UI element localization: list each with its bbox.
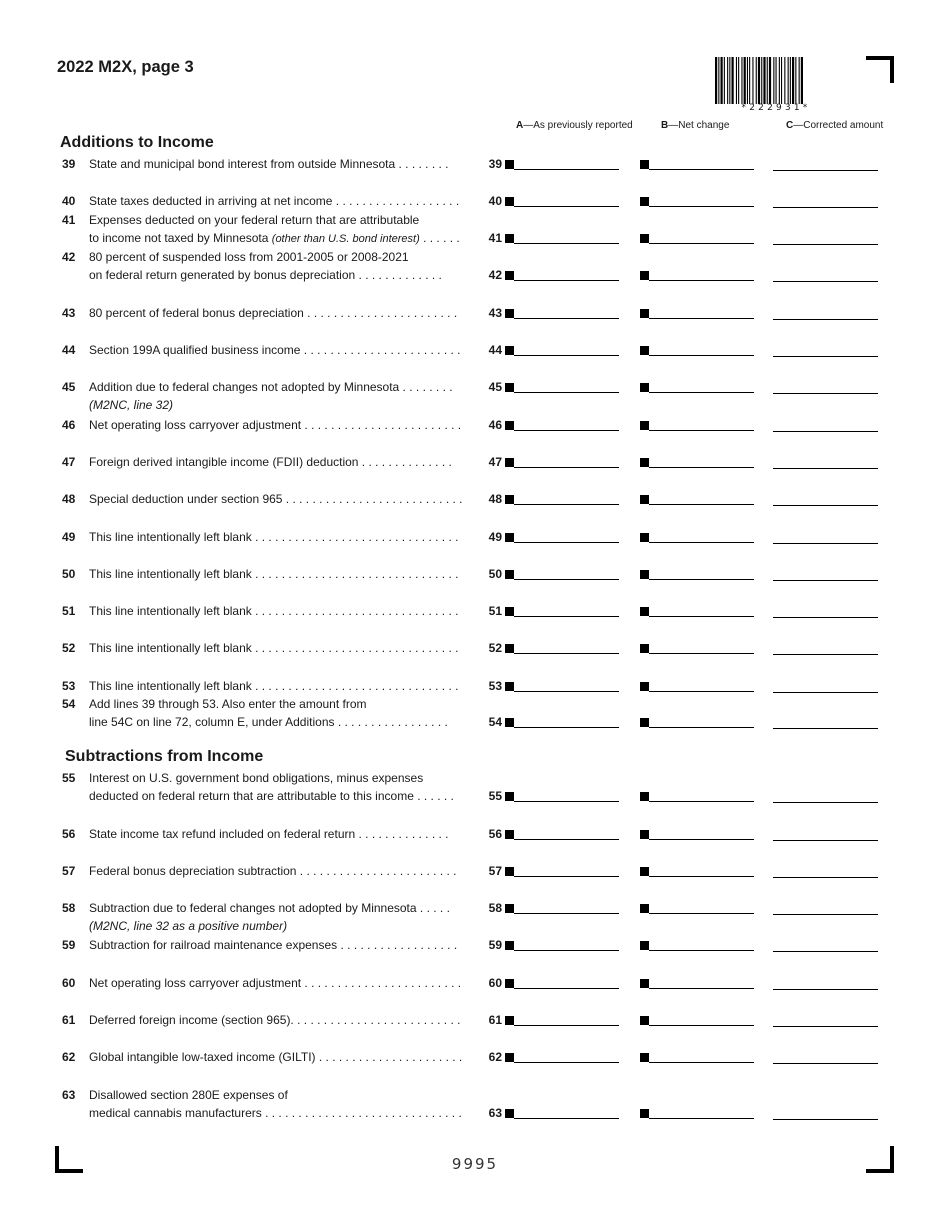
line-40-column-a-field[interactable] — [514, 206, 619, 207]
line-57-ref-number: 57 — [488, 864, 502, 878]
line-39-a-marker — [505, 160, 514, 169]
line-49-column-a-field[interactable] — [514, 542, 619, 543]
line-47-number: 47 — [62, 455, 76, 469]
line-47-b-marker — [640, 458, 649, 467]
line-50-column-c-field[interactable] — [773, 580, 878, 581]
line-47-column-c-field[interactable] — [773, 468, 878, 469]
line-54-column-b-field[interactable] — [649, 727, 754, 728]
line-54-number: 54 — [62, 697, 76, 711]
column-a-header: A—As previously reported — [516, 120, 633, 131]
line-45-number: 45 — [62, 380, 76, 394]
line-51-column-c-field[interactable] — [773, 617, 878, 618]
line-43-description: 80 percent of federal bonus depreciation . . . . . . . . . . . . . . . . . . . . . . . — [89, 306, 458, 320]
line-41-b-marker — [640, 234, 649, 243]
column-c-header: C—Corrected amount — [786, 120, 884, 131]
line-43-number: 43 — [62, 306, 76, 320]
line-52-column-a-field[interactable] — [514, 653, 619, 654]
line-39-column-c-field[interactable] — [773, 170, 878, 171]
line-59-column-a-field[interactable] — [514, 950, 619, 951]
line-43-column-a-field[interactable] — [514, 318, 619, 319]
line-61-a-marker — [505, 1016, 514, 1025]
line-41-description: Expenses deducted on your federal return that are attributable to income not taxed by Minnesota (other than U.S. bond interest) . . . . . . — [89, 213, 460, 245]
line-57-a-marker — [505, 867, 514, 876]
line-52-column-b-field[interactable] — [649, 653, 754, 654]
line-41-column-c-field[interactable] — [773, 244, 878, 245]
line-58-a-marker — [505, 904, 514, 913]
line-46-number: 46 — [62, 418, 76, 432]
line-40-column-b-field[interactable] — [649, 206, 754, 207]
line-46-column-b-field[interactable] — [649, 430, 754, 431]
line-63-ref-number: 63 — [488, 1106, 502, 1120]
line-49-number: 49 — [62, 530, 76, 544]
line-54-description: Add lines 39 through 53. Also enter the amount from line 54C on line 72, column E, under Additions . . . . . . . . . . . . . . . . . — [89, 697, 448, 729]
line-47-description: Foreign derived intangible income (FDII) deduction . . . . . . . . . . . . . . — [89, 455, 452, 469]
line-39-column-a-field[interactable] — [514, 169, 619, 170]
line-53-description: This line intentionally left blank . . . . . . . . . . . . . . . . . . . . . . . . . . . . . . . — [89, 679, 459, 693]
line-58-b-marker — [640, 904, 649, 913]
line-59-column-b-field[interactable] — [649, 950, 754, 951]
line-63-a-marker — [505, 1109, 514, 1118]
line-52-column-c-field[interactable] — [773, 654, 878, 655]
line-63-column-b-field[interactable] — [649, 1118, 754, 1119]
line-49-b-marker — [640, 533, 649, 542]
line-53-ref-number: 53 — [488, 679, 502, 693]
line-60-a-marker — [505, 979, 514, 988]
line-54-b-marker — [640, 718, 649, 727]
line-63-b-marker — [640, 1109, 649, 1118]
line-51-column-b-field[interactable] — [649, 616, 754, 617]
line-42-column-b-field[interactable] — [649, 280, 754, 281]
line-57-b-marker — [640, 867, 649, 876]
line-45-column-c-field[interactable] — [773, 393, 878, 394]
line-63-number: 63 — [62, 1088, 76, 1102]
line-49-column-b-field[interactable] — [649, 542, 754, 543]
line-45-a-marker — [505, 383, 514, 392]
line-54-ref-number: 54 — [488, 715, 502, 729]
line-46-column-c-field[interactable] — [773, 431, 878, 432]
line-43-b-marker — [640, 309, 649, 318]
line-56-column-b-field[interactable] — [649, 839, 754, 840]
line-51-number: 51 — [62, 604, 76, 618]
line-57-column-a-field[interactable] — [514, 876, 619, 877]
line-55-column-c-field[interactable] — [773, 802, 878, 803]
line-61-column-a-field[interactable] — [514, 1025, 619, 1026]
line-50-number: 50 — [62, 567, 76, 581]
line-44-b-marker — [640, 346, 649, 355]
line-47-ref-number: 47 — [488, 455, 502, 469]
line-51-b-marker — [640, 607, 649, 616]
line-62-a-marker — [505, 1053, 514, 1062]
line-47-column-b-field[interactable] — [649, 467, 754, 468]
line-40-description: State taxes deducted in arriving at net income . . . . . . . . . . . . . . . . . . . — [89, 194, 460, 208]
line-50-column-b-field[interactable] — [649, 579, 754, 580]
line-62-b-marker — [640, 1053, 649, 1062]
line-55-ref-number: 55 — [488, 789, 502, 803]
line-44-ref-number: 44 — [488, 343, 502, 357]
line-59-b-marker — [640, 941, 649, 950]
line-53-a-marker — [505, 682, 514, 691]
line-48-ref-number: 48 — [488, 492, 502, 506]
line-48-column-b-field[interactable] — [649, 504, 754, 505]
line-60-column-b-field[interactable] — [649, 988, 754, 989]
line-62-ref-number: 62 — [488, 1050, 502, 1064]
line-56-number: 56 — [62, 827, 76, 841]
line-56-column-c-field[interactable] — [773, 840, 878, 841]
line-45-ref-number: 45 — [488, 380, 502, 394]
line-48-a-marker — [505, 495, 514, 504]
line-59-number: 59 — [62, 938, 76, 952]
line-45-note: (M2NC, line 32) — [89, 398, 174, 412]
line-58-number: 58 — [62, 901, 76, 915]
line-54-column-a-field[interactable] — [514, 727, 619, 728]
line-44-column-b-field[interactable] — [649, 355, 754, 356]
column-b-header: B—Net change — [661, 120, 730, 131]
line-52-ref-number: 52 — [488, 641, 502, 655]
line-39-description: State and municipal bond interest from outside Minnesota . . . . . . . . — [89, 157, 449, 171]
section-additions-heading: Additions to Income — [60, 134, 214, 151]
line-60-ref-number: 60 — [488, 976, 502, 990]
line-48-description: Special deduction under section 965 . . . . . . . . . . . . . . . . . . . . . . . . . . . — [89, 492, 463, 506]
line-39-column-b-field[interactable] — [649, 169, 754, 170]
line-56-ref-number: 56 — [488, 827, 502, 841]
line-49-ref-number: 49 — [488, 530, 502, 544]
line-57-column-b-field[interactable] — [649, 876, 754, 877]
line-41-column-a-field[interactable] — [514, 243, 619, 244]
line-52-number: 52 — [62, 641, 76, 655]
line-57-number: 57 — [62, 864, 76, 878]
line-48-number: 48 — [62, 492, 76, 506]
line-58-ref-number: 58 — [488, 901, 502, 915]
line-52-a-marker — [505, 644, 514, 653]
section-subtractions-heading: Subtractions from Income — [65, 748, 264, 765]
line-57-column-c-field[interactable] — [773, 877, 878, 878]
line-51-column-a-field[interactable] — [514, 616, 619, 617]
line-56-a-marker — [505, 830, 514, 839]
line-56-b-marker — [640, 830, 649, 839]
line-61-b-marker — [640, 1016, 649, 1025]
line-39-ref-number: 39 — [488, 157, 502, 171]
line-46-a-marker — [505, 421, 514, 430]
line-63-description: Disallowed section 280E expenses of medical cannabis manufacturers . . . . . . . . . . . . . . . . . . . . . . . . . . . . . . — [89, 1088, 462, 1120]
line-41-column-b-field[interactable] — [649, 243, 754, 244]
line-51-ref-number: 51 — [488, 604, 502, 618]
line-42-b-marker — [640, 271, 649, 280]
line-48-column-c-field[interactable] — [773, 505, 878, 506]
line-41-number: 41 — [62, 213, 76, 227]
line-60-description: Net operating loss carryover adjustment . . . . . . . . . . . . . . . . . . . . . . . . — [89, 976, 462, 990]
line-53-b-marker — [640, 682, 649, 691]
line-40-number: 40 — [62, 194, 76, 208]
line-42-description: 80 percent of suspended loss from 2001-2005 or 2008-2021 on federal return generated by bonus depreciation . . . . . . . . . . . . . — [89, 250, 442, 282]
line-60-column-c-field[interactable] — [773, 989, 878, 990]
line-50-ref-number: 50 — [488, 567, 502, 581]
line-43-a-marker — [505, 309, 514, 318]
line-39-number: 39 — [62, 157, 76, 171]
line-45-column-a-field[interactable] — [514, 392, 619, 393]
line-60-number: 60 — [62, 976, 76, 990]
line-42-column-c-field[interactable] — [773, 281, 878, 282]
line-55-column-b-field[interactable] — [649, 801, 754, 802]
line-53-column-c-field[interactable] — [773, 692, 878, 693]
form-title: 2022 M2X, page 3 — [57, 58, 194, 76]
line-50-column-a-field[interactable] — [514, 579, 619, 580]
line-45-description: Addition due to federal changes not adopted by Minnesota . . . . . . . . — [89, 380, 453, 394]
line-56-column-a-field[interactable] — [514, 839, 619, 840]
barcode-image — [715, 57, 837, 104]
line-43-ref-number: 43 — [488, 306, 502, 320]
barcode-number: *222931* — [741, 103, 811, 113]
line-49-a-marker — [505, 533, 514, 542]
line-63-column-a-field[interactable] — [514, 1118, 619, 1119]
line-61-description: Deferred foreign income (section 965). . . . . . . . . . . . . . . . . . . . . . . . . . — [89, 1013, 461, 1027]
line-45-b-marker — [640, 383, 649, 392]
line-53-column-b-field[interactable] — [649, 691, 754, 692]
line-60-column-a-field[interactable] — [514, 988, 619, 989]
line-58-column-b-field[interactable] — [649, 913, 754, 914]
line-50-description: This line intentionally left blank . . . . . . . . . . . . . . . . . . . . . . . . . . . . . . . — [89, 567, 459, 581]
line-45-column-b-field[interactable] — [649, 392, 754, 393]
line-62-column-a-field[interactable] — [514, 1062, 619, 1063]
line-62-description: Global intangible low-taxed income (GILTI) . . . . . . . . . . . . . . . . . . . . . . — [89, 1050, 463, 1064]
line-50-b-marker — [640, 570, 649, 579]
line-46-b-marker — [640, 421, 649, 430]
line-47-column-a-field[interactable] — [514, 467, 619, 468]
line-50-a-marker — [505, 570, 514, 579]
line-63-column-c-field[interactable] — [773, 1119, 878, 1120]
line-39-b-marker — [640, 160, 649, 169]
line-42-column-a-field[interactable] — [514, 280, 619, 281]
line-52-b-marker — [640, 644, 649, 653]
line-41-ref-number: 41 — [488, 231, 502, 245]
line-52-description: This line intentionally left blank . . . . . . . . . . . . . . . . . . . . . . . . . . . . . . . — [89, 641, 459, 655]
line-42-number: 42 — [62, 250, 76, 264]
line-58-column-c-field[interactable] — [773, 914, 878, 915]
line-49-column-c-field[interactable] — [773, 543, 878, 544]
line-62-number: 62 — [62, 1050, 76, 1064]
line-46-description: Net operating loss carryover adjustment . . . . . . . . . . . . . . . . . . . . . . . . — [89, 418, 462, 432]
line-61-number: 61 — [62, 1013, 76, 1027]
line-60-b-marker — [640, 979, 649, 988]
line-44-column-c-field[interactable] — [773, 356, 878, 357]
line-44-column-a-field[interactable] — [514, 355, 619, 356]
line-53-column-a-field[interactable] — [514, 691, 619, 692]
line-49-description: This line intentionally left blank . . . . . . . . . . . . . . . . . . . . . . . . . . . . . . . — [89, 530, 459, 544]
line-55-b-marker — [640, 792, 649, 801]
line-46-ref-number: 46 — [488, 418, 502, 432]
form-code: 9995 — [451, 1155, 499, 1173]
line-58-description: Subtraction due to federal changes not adopted by Minnesota . . . . . — [89, 901, 450, 915]
line-43-column-b-field[interactable] — [649, 318, 754, 319]
line-56-description: State income tax refund included on federal return . . . . . . . . . . . . . . — [89, 827, 449, 841]
line-40-b-marker — [640, 197, 649, 206]
line-40-column-c-field[interactable] — [773, 207, 878, 208]
line-47-a-marker — [505, 458, 514, 467]
line-62-column-c-field[interactable] — [773, 1063, 878, 1064]
line-62-column-b-field[interactable] — [649, 1062, 754, 1063]
line-44-description: Section 199A qualified business income . . . . . . . . . . . . . . . . . . . . . . . . — [89, 343, 461, 357]
line-43-column-c-field[interactable] — [773, 319, 878, 320]
line-42-a-marker — [505, 271, 514, 280]
line-44-number: 44 — [62, 343, 76, 357]
line-55-number: 55 — [62, 771, 76, 785]
line-61-ref-number: 61 — [488, 1013, 502, 1027]
line-58-note: (M2NC, line 32 as a positive number) — [89, 919, 288, 933]
line-59-a-marker — [505, 941, 514, 950]
line-46-column-a-field[interactable] — [514, 430, 619, 431]
corner-mark-top-right — [866, 56, 894, 83]
line-55-column-a-field[interactable] — [514, 801, 619, 802]
line-54-a-marker — [505, 718, 514, 727]
line-55-a-marker — [505, 792, 514, 801]
line-59-column-c-field[interactable] — [773, 951, 878, 952]
line-48-column-a-field[interactable] — [514, 504, 619, 505]
line-53-number: 53 — [62, 679, 76, 693]
line-51-a-marker — [505, 607, 514, 616]
line-40-ref-number: 40 — [488, 194, 502, 208]
line-59-ref-number: 59 — [488, 938, 502, 952]
line-59-description: Subtraction for railroad maintenance expenses . . . . . . . . . . . . . . . . . . — [89, 938, 458, 952]
line-51-description: This line intentionally left blank . . . . . . . . . . . . . . . . . . . . . . . . . . . . . . . — [89, 604, 459, 618]
line-61-column-c-field[interactable] — [773, 1026, 878, 1027]
line-41-a-marker — [505, 234, 514, 243]
line-58-column-a-field[interactable] — [514, 913, 619, 914]
line-55-description: Interest on U.S. government bond obligations, minus expenses deducted on federal return that are attributable to this income . . . . . . — [89, 771, 454, 803]
line-48-b-marker — [640, 495, 649, 504]
line-57-description: Federal bonus depreciation subtraction . . . . . . . . . . . . . . . . . . . . . . . . — [89, 864, 457, 878]
line-42-ref-number: 42 — [488, 268, 502, 282]
line-40-a-marker — [505, 197, 514, 206]
line-44-a-marker — [505, 346, 514, 355]
line-54-column-c-field[interactable] — [773, 728, 878, 729]
line-61-column-b-field[interactable] — [649, 1025, 754, 1026]
